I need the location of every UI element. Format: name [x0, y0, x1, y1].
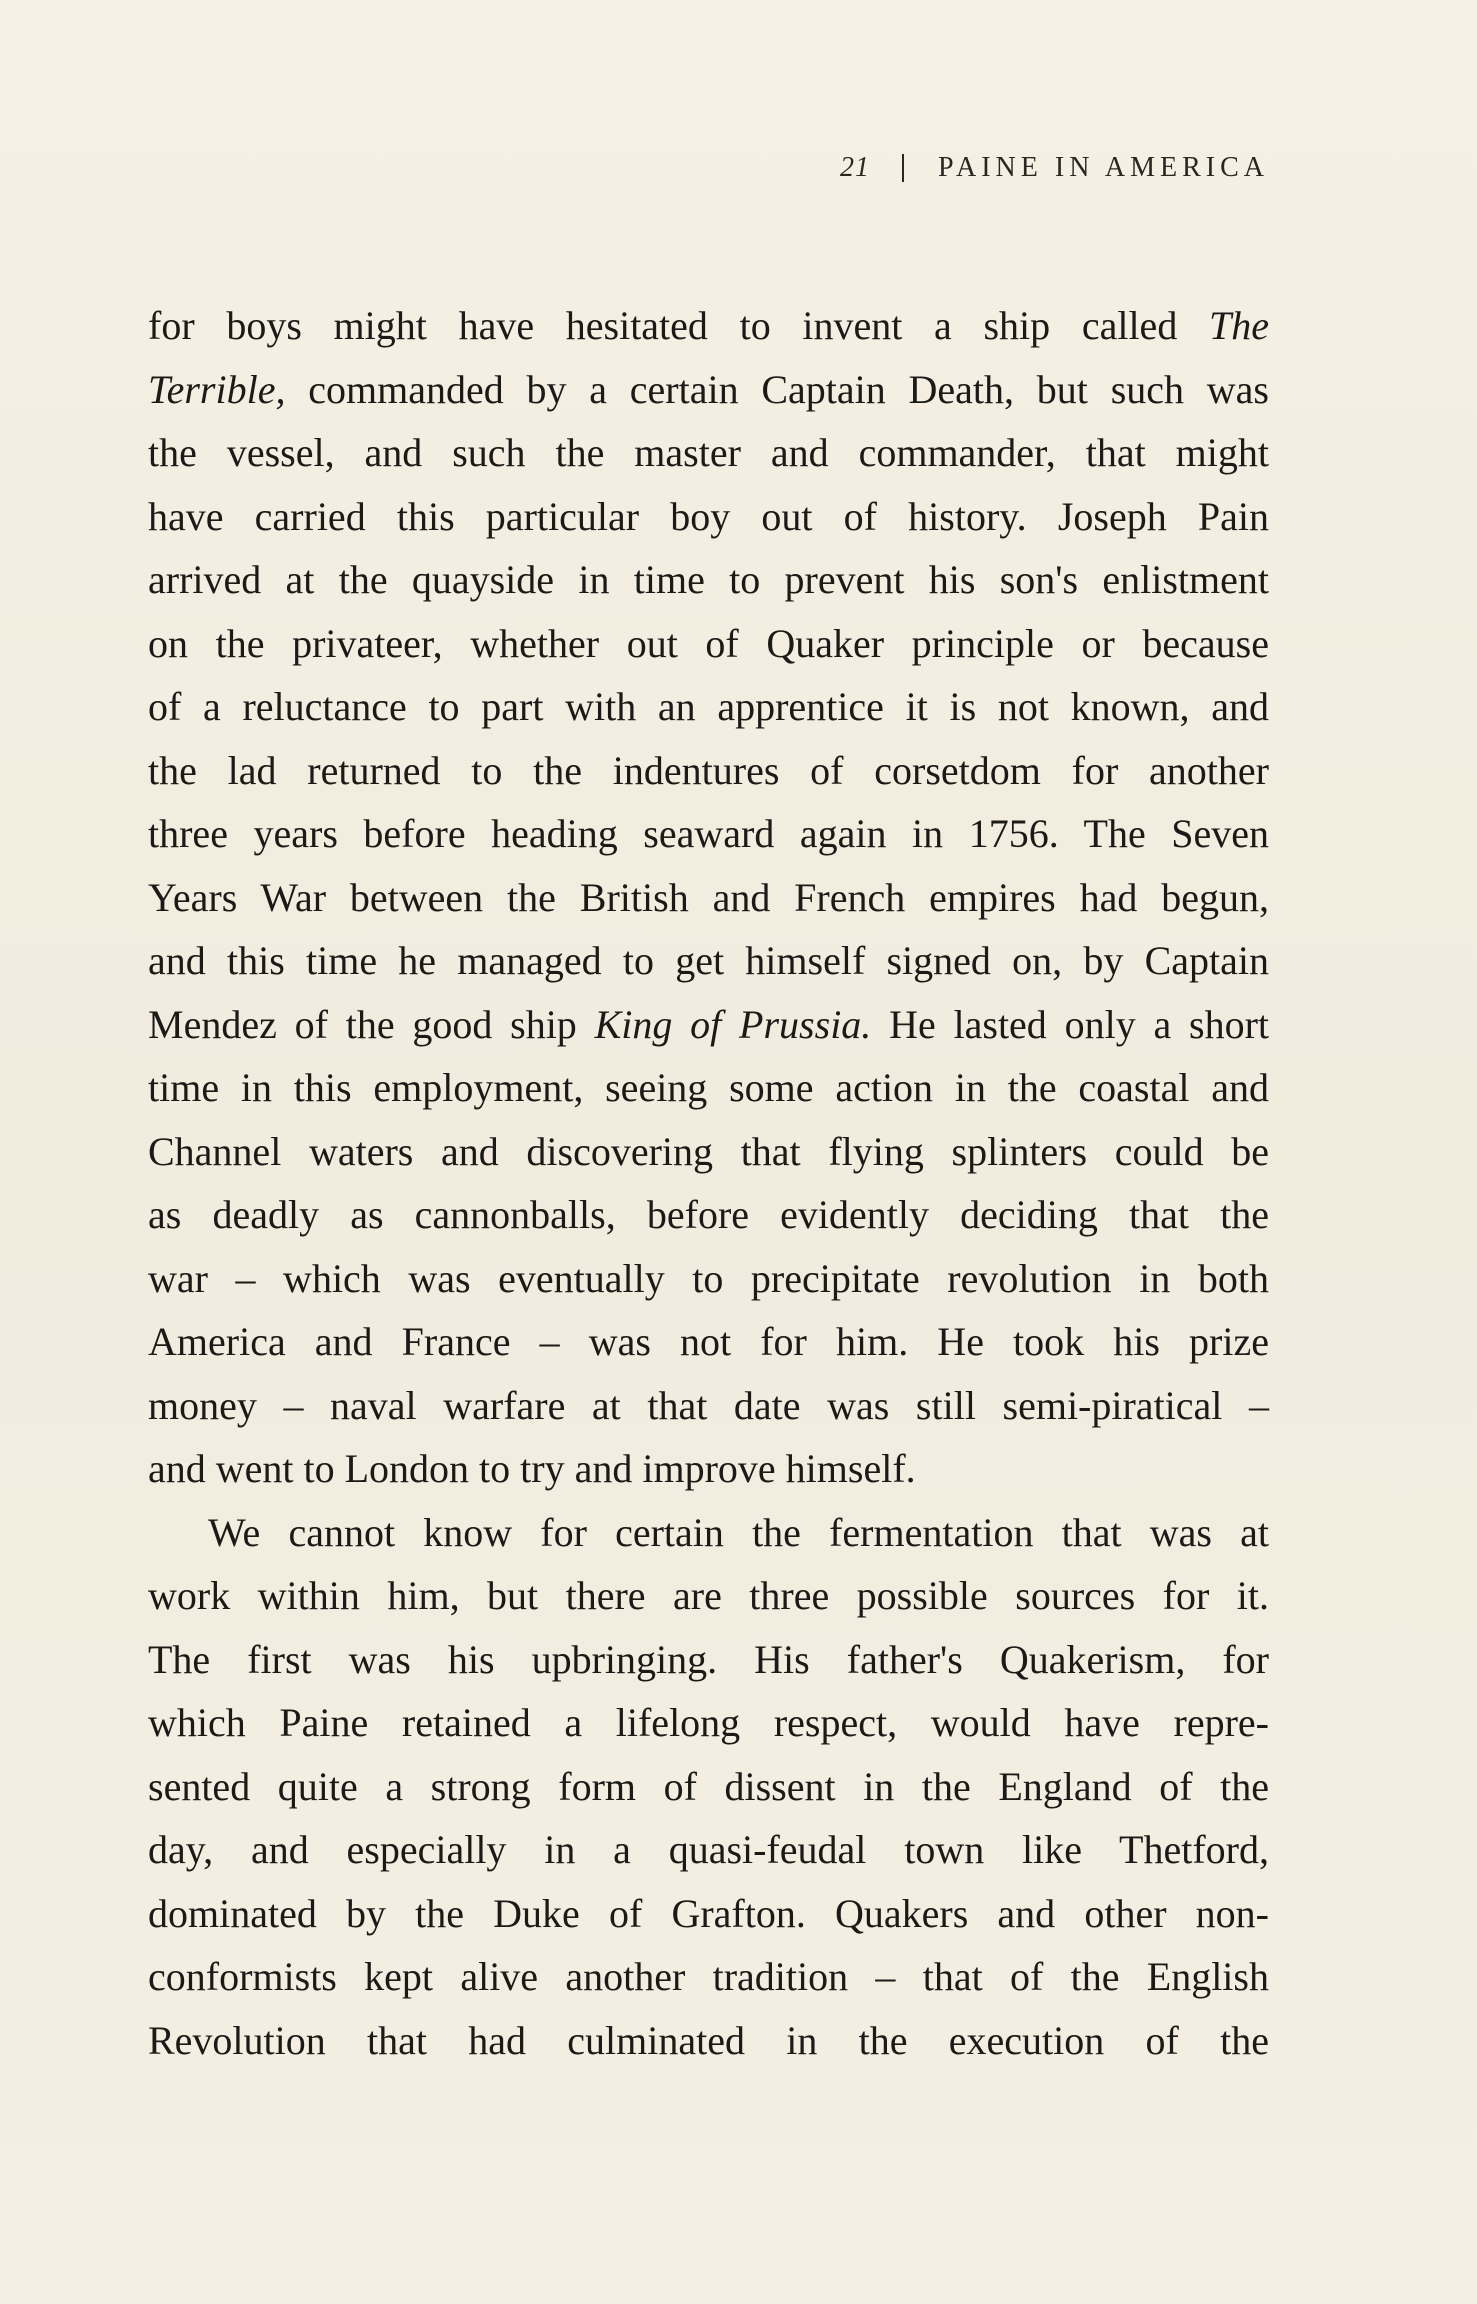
text-line: Revolution that had culminated in the execution of the: [148, 2017, 1269, 2063]
text-line: [148, 358, 1269, 422]
text-line: and this time he managed to get himself signed on, by Captain: [148, 938, 1269, 983]
text-line: America and France – was not for him. He took his prize: [148, 1319, 1269, 1364]
text-line: of a reluctance to part with an apprentice it is not known, and: [148, 684, 1269, 729]
text-line: [148, 993, 1269, 1057]
text-line: sented quite a strong form of dissent in the England of the: [148, 1763, 1269, 1809]
text-line: conformists kept alive another tradition – that of the English: [148, 1954, 1269, 1999]
paragraph-1: [148, 294, 1269, 1501]
text-line: [148, 294, 1269, 358]
text-line: Channel waters and discovering that flying splinters could be: [148, 1128, 1269, 1174]
text-line: the lad returned to the indentures of corsetdom for another: [148, 747, 1269, 793]
text-line: have carried this particular boy out of history. Joseph Pain: [148, 493, 1269, 539]
text-segment: Mendez of the good ship: [148, 1001, 595, 1047]
text-line: work within him, but there are three possible sources for it.: [148, 1573, 1269, 1618]
text-line: as deadly as cannonballs, before evidently deciding that the: [148, 1192, 1269, 1237]
text-line: and went to London to try and improve himself.: [148, 1446, 916, 1491]
text-line: which Paine retained a lifelong respect, would have repre-: [148, 1700, 1269, 1745]
running-head: PAINE IN AMERICA: [938, 152, 1269, 183]
text-segment: He lasted only a short: [871, 1001, 1270, 1047]
text-line: dominated by the Duke of Grafton. Quakers and other non-: [148, 1890, 1269, 1936]
text-segment: commanded by a certain Captain Death, but such was: [285, 366, 1269, 412]
italic-ship-name: King of Prussia.: [594, 1001, 872, 1047]
header-divider: [902, 154, 904, 182]
italic-ship-name: The: [1209, 303, 1269, 348]
text-line: day, and especially in a quasi-feudal town like Thetford,: [148, 1827, 1269, 1872]
text-line: time in this employment, seeing some action in the coastal and: [148, 1065, 1269, 1110]
page-header: [840, 152, 1269, 184]
text-line: money – naval warfare at that date was still semi-piratical –: [148, 1382, 1269, 1428]
body-text: [148, 294, 1269, 2072]
text-segment: for boys might have hesitated to invent a ship called: [148, 303, 1209, 348]
text-line: We cannot know for certain the fermentation that was at: [208, 1509, 1269, 1555]
italic-ship-name: Terrible,: [148, 366, 286, 412]
page-number: 21: [840, 152, 870, 183]
text-line: war – which was eventually to precipitate revolution in both: [148, 1255, 1269, 1301]
text-line: arrived at the quayside in time to prevent his son's enlistment: [148, 557, 1269, 602]
text-line: on the privateer, whether out of Quaker principle or because: [148, 620, 1269, 666]
text-line: three years before heading seaward again in 1756. The Seven: [148, 811, 1269, 856]
text-line: the vessel, and such the master and commander, that might: [148, 430, 1269, 475]
text-line: The first was his upbringing. His father's Quakerism, for: [148, 1636, 1269, 1682]
paragraph-2: [148, 1501, 1269, 2073]
text-line: Years War between the British and French empires had begun,: [148, 874, 1269, 920]
